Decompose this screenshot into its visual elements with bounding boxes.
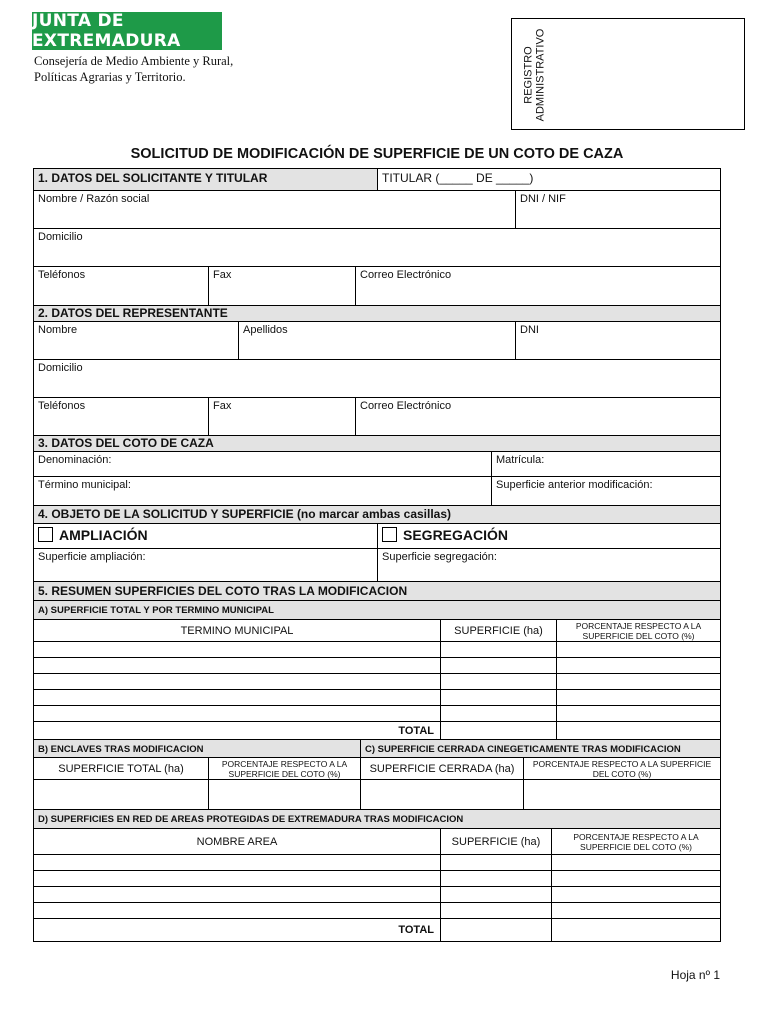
table-d-row: [34, 871, 720, 887]
ampliacion-option[interactable]: [34, 524, 378, 548]
table-d-cell[interactable]: [441, 855, 552, 870]
table-a-cell[interactable]: [557, 642, 720, 657]
table-a-cell[interactable]: [34, 706, 441, 721]
application-form: [33, 168, 721, 942]
table-bc-row: [34, 780, 720, 810]
page-number: Hoja nº 1: [670, 968, 720, 982]
section-1-heading: 1. DATOS DEL SOLICITANTE Y TITULAR: [34, 169, 378, 190]
table-d-cell[interactable]: [441, 903, 552, 918]
table-d-cell[interactable]: [552, 887, 720, 902]
form-title: SOLICITUD DE MODIFICACIÓN DE SUPERFICIE DE UN COTO DE CAZA: [130, 146, 624, 162]
subsection-c-heading: C) SUPERFICIE CERRADA CINEGETICAMENTE TRAS MODIFICACION: [361, 740, 720, 757]
registro-label: [514, 30, 554, 120]
matricula-field[interactable]: Matrícula:: [496, 454, 545, 466]
table-a-cell[interactable]: [441, 674, 557, 689]
section-4-heading: 4. OBJETO DE LA SOLICITUD Y SUPERFICIE (no marcar ambas casillas): [34, 506, 720, 523]
table-a-cell[interactable]: [557, 674, 720, 689]
table-d-total-superficie[interactable]: [441, 919, 552, 941]
junta-logo: JUNTA DE EXTREMADURA: [32, 12, 222, 50]
denominacion-field[interactable]: Denominación:: [34, 452, 492, 476]
segregacion-option[interactable]: [378, 524, 720, 548]
table-a-total-label: TOTAL: [34, 722, 441, 739]
col-superficie-cerrada: SUPERFICIE CERRADA (ha): [361, 758, 524, 779]
table-a-cell[interactable]: [441, 690, 557, 705]
superficie-anterior-field[interactable]: Superficie anterior modificación:: [496, 479, 653, 491]
table-d-cell[interactable]: [34, 903, 441, 918]
termino-municipal-field[interactable]: Término municipal:: [34, 477, 492, 505]
col-b-porcentaje: PORCENTAJE RESPECTO A LA SUPERFICIE DEL COTO (%): [209, 758, 361, 779]
dni-nif-field[interactable]: DNI / NIF: [520, 193, 566, 205]
table-a-row: [34, 642, 720, 658]
col-d-superficie-ha: SUPERFICIE (ha): [441, 829, 552, 854]
table-d-cell[interactable]: [552, 903, 720, 918]
consejeria-line-1: Consejería de Medio Ambiente y Rural,: [34, 54, 234, 68]
table-a-cell[interactable]: [441, 658, 557, 673]
table-a-cell[interactable]: [557, 706, 720, 721]
superficie-segregacion-field[interactable]: Superficie segregación:: [382, 551, 497, 563]
fax-field[interactable]: Fax: [209, 267, 356, 305]
segregacion-label: SEGREGACIÓN: [403, 527, 509, 543]
col-termino-municipal: TERMINO MUNICIPAL: [34, 620, 441, 641]
rep-domicilio-field[interactable]: Domicilio: [38, 362, 83, 374]
consejeria-name: [34, 53, 234, 85]
table-a-total-porcentaje[interactable]: [557, 722, 720, 739]
registro-line-2: ADMINISTRATIVO: [534, 28, 547, 122]
table-d-cell[interactable]: [34, 871, 441, 886]
rep-correo-field[interactable]: Correo Electrónico: [360, 400, 452, 412]
col-nombre-area: NOMBRE AREA: [34, 829, 441, 854]
col-porcentaje: PORCENTAJE RESPECTO A LA SUPERFICIE DEL COTO (%): [575, 620, 702, 641]
table-a-cell[interactable]: [34, 690, 441, 705]
table-b-cell[interactable]: [34, 780, 209, 809]
registro-line-1: REGISTRO: [522, 46, 535, 104]
table-d-row: [34, 887, 720, 903]
table-d-total-label: TOTAL: [34, 919, 441, 941]
table-a-cell[interactable]: [34, 674, 441, 689]
table-d-row: [34, 903, 720, 919]
table-d-cell[interactable]: [441, 871, 552, 886]
table-a-row: [34, 690, 720, 706]
table-d-cell[interactable]: [34, 855, 441, 870]
segregacion-checkbox[interactable]: [382, 527, 397, 542]
table-d-total-porcentaje[interactable]: [552, 919, 720, 941]
rep-telefonos-field[interactable]: Teléfonos: [34, 398, 209, 435]
ampliacion-label: AMPLIACIÓN: [59, 527, 148, 543]
table-a-cell[interactable]: [34, 658, 441, 673]
table-c-cell[interactable]: [361, 780, 524, 809]
table-a-row: [34, 658, 720, 674]
table-a-cell[interactable]: [34, 642, 441, 657]
table-c-cell[interactable]: [524, 780, 720, 809]
section-2-heading: 2. DATOS DEL REPRESENTANTE: [34, 306, 720, 321]
col-superficie-total: SUPERFICIE TOTAL (ha): [34, 758, 209, 779]
table-a-cell[interactable]: [557, 690, 720, 705]
table-d-row: [34, 855, 720, 871]
rep-dni-field[interactable]: DNI: [520, 324, 539, 336]
table-a-row: [34, 706, 720, 722]
col-superficie-ha: SUPERFICIE (ha): [441, 620, 557, 641]
subsection-d-heading: D) SUPERFICIES EN RED DE AREAS PROTEGIDAS DE EXTREMADURA TRAS MODIFICACION: [34, 810, 720, 828]
table-a-total-superficie[interactable]: [441, 722, 557, 739]
section-3-heading: 3. DATOS DEL COTO DE CAZA: [34, 436, 720, 451]
col-d-porcentaje: PORCENTAJE RESPECTO A LA SUPERFICIE DEL COTO (%): [573, 831, 699, 852]
correo-field[interactable]: Correo Electrónico: [360, 269, 452, 281]
rep-apellidos-field[interactable]: Apellidos: [239, 322, 516, 359]
ampliacion-checkbox[interactable]: [38, 527, 53, 542]
rep-fax-field[interactable]: Fax: [209, 398, 356, 435]
superficie-ampliacion-field[interactable]: Superficie ampliación:: [34, 549, 378, 581]
nombre-razon-field[interactable]: Nombre / Razón social: [34, 191, 516, 228]
table-b-cell[interactable]: [209, 780, 361, 809]
col-c-porcentaje: PORCENTAJE RESPECTO A LA SUPERFICIE DEL COTO (%): [532, 758, 712, 779]
table-d-cell[interactable]: [34, 887, 441, 902]
table-d-cell[interactable]: [552, 871, 720, 886]
table-d-cell[interactable]: [441, 887, 552, 902]
table-a-cell[interactable]: [557, 658, 720, 673]
rep-nombre-field[interactable]: Nombre: [34, 322, 239, 359]
table-a-cell[interactable]: [441, 706, 557, 721]
subsection-b-heading: B) ENCLAVES TRAS MODIFICACION: [34, 740, 361, 757]
table-a-cell[interactable]: [441, 642, 557, 657]
section-5-heading: 5. RESUMEN SUPERFICIES DEL COTO TRAS LA MODIFICACION: [34, 582, 720, 600]
telefonos-field[interactable]: Teléfonos: [34, 267, 209, 305]
consejeria-line-2: Políticas Agrarias y Territorio.: [34, 70, 186, 84]
table-d-cell[interactable]: [552, 855, 720, 870]
table-a-row: [34, 674, 720, 690]
domicilio-field[interactable]: Domicilio: [38, 231, 83, 243]
subsection-a-heading: A) SUPERFICIE TOTAL Y POR TERMINO MUNICIPAL: [34, 601, 720, 619]
titular-field[interactable]: TITULAR (_____ DE _____): [382, 171, 534, 185]
